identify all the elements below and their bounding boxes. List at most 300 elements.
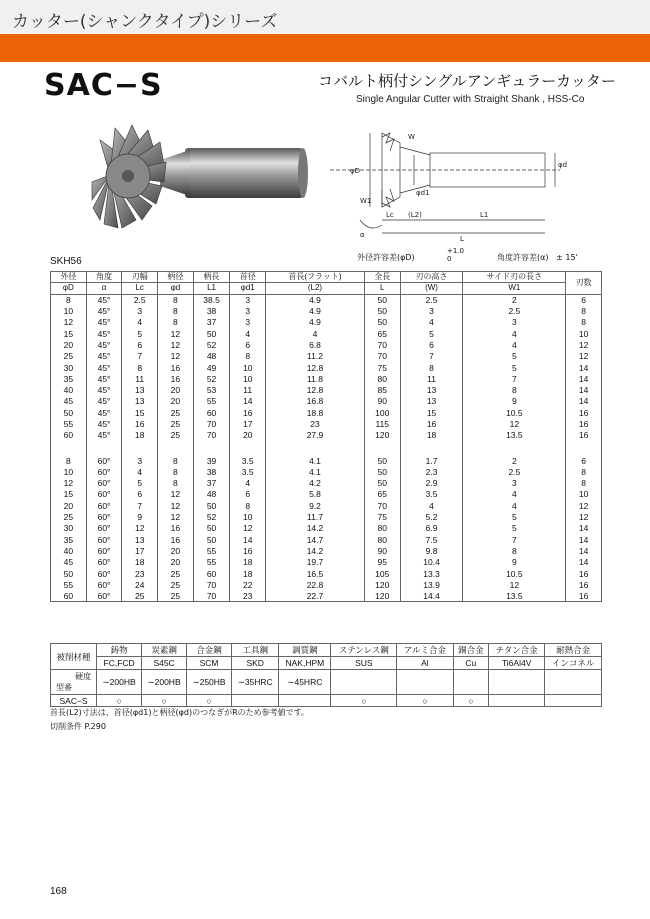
table-cell: 5 [463,523,566,534]
material-code-cell: FC,FCD [97,657,142,670]
hardness-cell [397,670,453,695]
table-cell: 53 [193,384,230,395]
table-cell: 10.4 [400,557,463,568]
spec-header-row-jp [51,272,602,283]
table-row [51,466,602,477]
table-cell: 7 [463,534,566,545]
table-cell: 16 [158,523,194,534]
table-cell: 60° [86,478,122,489]
table-cell: 18 [230,557,266,568]
table-cell: 60° [86,455,122,466]
table-row [51,305,602,316]
table-cell: 4 [230,478,266,489]
table-row [51,373,602,384]
spec-header-cell: 柄長 [193,272,230,283]
separator-cell [266,441,365,455]
spec-symbol-cell: α [86,283,122,294]
suitability-cell [279,695,331,707]
table-cell: 13 [122,396,158,407]
table-cell: 10 [566,328,602,339]
table-cell: 16.5 [266,568,365,579]
table-row [51,500,602,511]
table-cell: 8 [230,351,266,362]
table-cell: 12 [158,500,194,511]
table-cell: 4 [122,317,158,328]
table-cell: 12 [463,418,566,429]
table-cell: 37 [193,317,230,328]
table-cell: 14 [566,373,602,384]
table-cell: 20 [51,339,87,350]
table-cell: 5.2 [400,511,463,522]
table-cell: 12 [158,339,194,350]
table-cell: 8 [566,305,602,316]
spec-symbol-cell: (W) [400,283,463,294]
table-cell: 25 [158,568,194,579]
table-cell: 25 [158,430,194,441]
table-cell: 4 [230,328,266,339]
table-cell: 2.9 [400,478,463,489]
hardness-cell: ∼35HRC [232,670,279,695]
suitability-cell: ○ [397,695,453,707]
table-cell: 50 [193,328,230,339]
table-cell: 4 [463,489,566,500]
suitability-row [51,695,602,707]
table-cell: 45 [51,396,87,407]
table-cell: 60° [86,500,122,511]
table-cell: 6 [566,294,602,305]
spec-table [50,271,602,602]
table-cell: 45° [86,305,122,316]
material-code-cell: NAK,HPM [279,657,331,670]
spec-symbol-cell: (L2) [266,283,365,294]
separator-cell [122,441,158,455]
table-cell: 2 [463,455,566,466]
table-cell: 3.5 [400,489,463,500]
spec-symbol-cell: φD [51,283,87,294]
table-row [51,591,602,602]
table-cell: 9 [463,396,566,407]
suitability-cell [489,695,545,707]
hardness-row [51,670,602,695]
table-cell: 70 [193,430,230,441]
table-cell: 16 [158,362,194,373]
label-l: L [460,235,464,243]
type-label: 型番 [56,683,72,692]
table-cell: 12 [51,478,87,489]
table-cell: 14 [230,396,266,407]
table-cell: 2.5 [400,294,463,305]
spec-header-cell: 首径 [230,272,266,283]
table-cell: 16 [566,591,602,602]
table-cell: 10 [230,362,266,373]
table-cell: 50 [364,466,400,477]
suitability-cell: ○ [97,695,142,707]
table-cell: 120 [364,591,400,602]
table-cell: 16 [566,568,602,579]
label-l2: (L2) [408,211,422,219]
table-cell: 45° [86,373,122,384]
table-cell: 12 [158,489,194,500]
table-cell: 5 [463,511,566,522]
table-cell: 70 [364,500,400,511]
table-row [51,579,602,590]
table-cell: 5 [122,328,158,339]
table-cell: 14 [566,396,602,407]
table-cell: 14.4 [400,591,463,602]
table-cell: 39 [193,455,230,466]
table-cell: 16 [158,373,194,384]
table-cell: 8 [158,455,194,466]
table-row [51,418,602,429]
table-cell: 52 [193,511,230,522]
table-cell: 20 [158,545,194,556]
table-cell: 80 [364,373,400,384]
note-neck-length: 首長(L2)寸法は、首径(φd1)と柄径(φd)のつなぎがRのため参考値です。 [50,708,309,717]
spec-symbol-cell: φd1 [230,283,266,294]
table-cell: 3 [230,294,266,305]
table-cell: 2.5 [463,305,566,316]
label-l1: L1 [480,211,489,219]
table-cell: 50 [364,455,400,466]
table-cell: 18 [122,430,158,441]
table-cell: 100 [364,407,400,418]
suitability-cell: ○ [187,695,232,707]
table-cell: 50 [51,407,87,418]
table-cell: 38 [193,305,230,316]
table-cell: 12.8 [266,362,365,373]
table-cell: 8 [158,478,194,489]
product-name-jp: コバルト柄付シングルアンギュラーカッター [318,72,616,90]
table-cell: 8 [463,545,566,556]
table-cell: 12 [566,351,602,362]
table-cell: 13 [122,534,158,545]
page-number: 168 [50,886,67,897]
table-cell: 12 [463,579,566,590]
table-cell: 12 [566,339,602,350]
outer-tolerance [357,247,464,263]
label-lc: Lc [386,211,394,219]
outer-tolerance-label: 外径許容差(φD) [357,253,415,262]
table-cell: 20 [158,396,194,407]
table-cell: 45° [86,384,122,395]
spec-header-cell: 刃幅 [122,272,158,283]
table-cell: 11 [400,373,463,384]
table-cell: 4.1 [266,455,365,466]
table-cell: 4 [463,328,566,339]
table-cell: 6 [122,489,158,500]
material-code-cell: Cu [453,657,489,670]
table-cell: 16 [566,579,602,590]
table-row [51,362,602,373]
table-cell: 11.2 [266,351,365,362]
material-name-cell: 鋳物 [97,644,142,657]
table-cell: 15 [400,407,463,418]
table-cell: 70 [193,579,230,590]
note-cutting-conditions: 切削条件 P.290 [50,722,106,731]
table-cell: 95 [364,557,400,568]
spec-header-cell: 刃の高さ [400,272,463,283]
suitability-model-label: SAC−S [51,695,97,707]
table-cell: 4 [122,466,158,477]
spec-symbol-cell: W1 [463,283,566,294]
material-name-row [51,644,602,657]
table-cell: 10 [230,373,266,384]
table-cell: 8 [566,478,602,489]
table-cell: 15 [122,407,158,418]
table-cell: 25 [158,418,194,429]
table-cell: 50 [364,478,400,489]
table-cell: 50 [193,534,230,545]
table-cell: 22.7 [266,591,365,602]
table-cell: 12 [566,511,602,522]
table-cell: 10 [51,466,87,477]
suitability-cell: ○ [331,695,397,707]
table-cell: 23 [230,591,266,602]
table-cell: 60° [86,591,122,602]
table-cell: 3.5 [230,466,266,477]
table-cell: 45° [86,430,122,441]
angle-tolerance [497,252,578,263]
table-cell: 14.2 [266,545,365,556]
table-cell: 20 [51,500,87,511]
table-cell: 10 [51,305,87,316]
table-cell: 3 [463,317,566,328]
table-cell: 60° [86,523,122,534]
table-cell: 16.8 [266,396,365,407]
table-cell: 3 [463,478,566,489]
table-cell: 25 [51,351,87,362]
table-cell: 13.9 [400,579,463,590]
table-cell: 14 [566,545,602,556]
table-cell: 9.2 [266,500,365,511]
table-cell: 60 [193,568,230,579]
table-cell: 16 [122,418,158,429]
table-cell: 115 [364,418,400,429]
table-cell: 40 [51,384,87,395]
hardness-type-label [51,670,97,695]
table-row [51,384,602,395]
table-cell: 45 [51,557,87,568]
table-cell: 8 [400,362,463,373]
table-cell: 48 [193,351,230,362]
table-cell: 55 [193,545,230,556]
series-header [0,0,650,34]
table-cell: 27.9 [266,430,365,441]
table-cell: 22 [230,579,266,590]
table-cell: 70 [193,591,230,602]
table-cell: 5 [400,328,463,339]
table-cell: 4.1 [266,466,365,477]
material-code-cell: SCM [187,657,232,670]
table-cell: 23 [266,418,365,429]
spec-header-cell: 首長(フラット) [266,272,365,283]
table-cell: 60° [86,568,122,579]
table-cell: 38.5 [193,294,230,305]
label-w1: W1 [360,197,372,205]
table-cell: 1.7 [400,455,463,466]
table-cell: 13.3 [400,568,463,579]
table-cell: 13 [400,384,463,395]
table-cell: 45° [86,351,122,362]
table-cell: 50 [364,317,400,328]
table-cell: 12.8 [266,384,365,395]
group-separator [51,441,602,455]
table-cell: 4.9 [266,317,365,328]
table-cell: 4 [266,328,365,339]
suitability-cell: ○ [453,695,489,707]
table-row [51,489,602,500]
material-name-cell: アルミ合金 [397,644,453,657]
table-cell: 55 [51,579,87,590]
label-w: W [408,133,415,141]
table-cell: 14 [566,362,602,373]
table-cell: 60 [51,430,87,441]
table-cell: 18.8 [266,407,365,418]
material-name-cell: 工具鋼 [232,644,279,657]
material-code-cell: S45C [142,657,187,670]
table-cell: 60° [86,557,122,568]
table-cell: 17 [122,545,158,556]
table-cell: 4 [400,500,463,511]
table-row [51,568,602,579]
table-cell: 16 [566,430,602,441]
table-cell: 25 [122,591,158,602]
table-cell: 14 [566,523,602,534]
table-cell: 10.5 [463,568,566,579]
hardness-cell [453,670,489,695]
label-alpha: α [360,231,365,239]
table-cell: 16 [230,407,266,418]
table-cell: 45° [86,362,122,373]
table-cell: 70 [364,339,400,350]
table-cell: 38 [193,466,230,477]
material-grade: SKH56 [50,256,82,267]
spec-symbol-cell: L1 [193,283,230,294]
table-cell: 10.5 [463,407,566,418]
table-cell: 65 [364,489,400,500]
table-cell: 13.5 [463,591,566,602]
spec-symbol-cell: Lc [122,283,158,294]
table-cell: 8 [566,466,602,477]
table-row [51,545,602,556]
hardness-cell: ∼200HB [97,670,142,695]
table-cell: 25 [158,579,194,590]
material-name-cell: 炭素鋼 [142,644,187,657]
table-cell: 105 [364,568,400,579]
table-cell: 7.5 [400,534,463,545]
table-cell: 3 [230,317,266,328]
table-cell: 4.2 [266,478,365,489]
hardness-cell: ∼45HRC [279,670,331,695]
table-cell: 16 [400,418,463,429]
separator-cell [566,441,602,455]
table-cell: 52 [193,373,230,384]
table-row [51,339,602,350]
table-cell: 55 [51,418,87,429]
table-row [51,511,602,522]
table-cell: 7 [400,351,463,362]
table-cell: 60° [86,489,122,500]
table-cell: 30 [51,523,87,534]
spec-symbol-cell: L [364,283,400,294]
table-cell: 55 [193,396,230,407]
outer-tol-lower: 0 [447,255,452,263]
table-cell: 23 [122,568,158,579]
material-name-cell: チタン合金 [489,644,545,657]
table-cell: 60° [86,511,122,522]
table-cell: 3 [122,455,158,466]
table-cell: 2.3 [400,466,463,477]
table-row [51,557,602,568]
table-cell: 25 [51,511,87,522]
material-row-label: 被削材種 [51,644,97,670]
table-cell: 13.5 [463,430,566,441]
table-cell: 11 [230,384,266,395]
table-cell: 45° [86,317,122,328]
table-row [51,396,602,407]
table-row [51,430,602,441]
table-cell: 22.8 [266,579,365,590]
table-cell: 7 [463,373,566,384]
accent-band [0,34,650,62]
separator-cell [51,441,87,455]
table-row [51,317,602,328]
angle-tolerance-label: 角度許容差(α) [497,253,549,262]
table-cell: 48 [193,489,230,500]
table-cell: 16 [230,545,266,556]
table-cell: 2.5 [122,294,158,305]
material-code-cell: SUS [331,657,397,670]
material-name-cell: 銅合金 [453,644,489,657]
table-cell: 16 [566,418,602,429]
table-cell: 8 [51,294,87,305]
table-row [51,523,602,534]
separator-cell [463,441,566,455]
table-cell: 50 [193,523,230,534]
table-cell: 75 [364,511,400,522]
hardness-cell [489,670,545,695]
hardness-label: 硬度 [75,672,92,681]
separator-cell [364,441,400,455]
table-cell: 4 [463,500,566,511]
material-code-cell: SKD [232,657,279,670]
table-cell: 50 [364,305,400,316]
table-cell: 8 [230,500,266,511]
table-cell: 4 [463,339,566,350]
table-cell: 49 [193,362,230,373]
table-cell: 12 [158,511,194,522]
table-cell: 15 [51,489,87,500]
table-cell: 12 [230,523,266,534]
table-cell: 45° [86,407,122,418]
cutter-photo [90,120,310,240]
table-cell: 45° [86,328,122,339]
table-cell: 80 [364,523,400,534]
table-cell: 2 [463,294,566,305]
table-row [51,534,602,545]
table-cell: 5 [463,351,566,362]
table-cell: 5 [463,362,566,373]
table-cell: 75 [364,362,400,373]
table-cell: 8 [51,455,87,466]
table-cell: 9 [122,511,158,522]
material-name-cell: 合金鋼 [187,644,232,657]
table-cell: 55 [193,557,230,568]
table-cell: 52 [193,339,230,350]
suitability-cell [232,695,279,707]
label-phi-d1: φd1 [416,189,430,197]
table-cell: 120 [364,430,400,441]
